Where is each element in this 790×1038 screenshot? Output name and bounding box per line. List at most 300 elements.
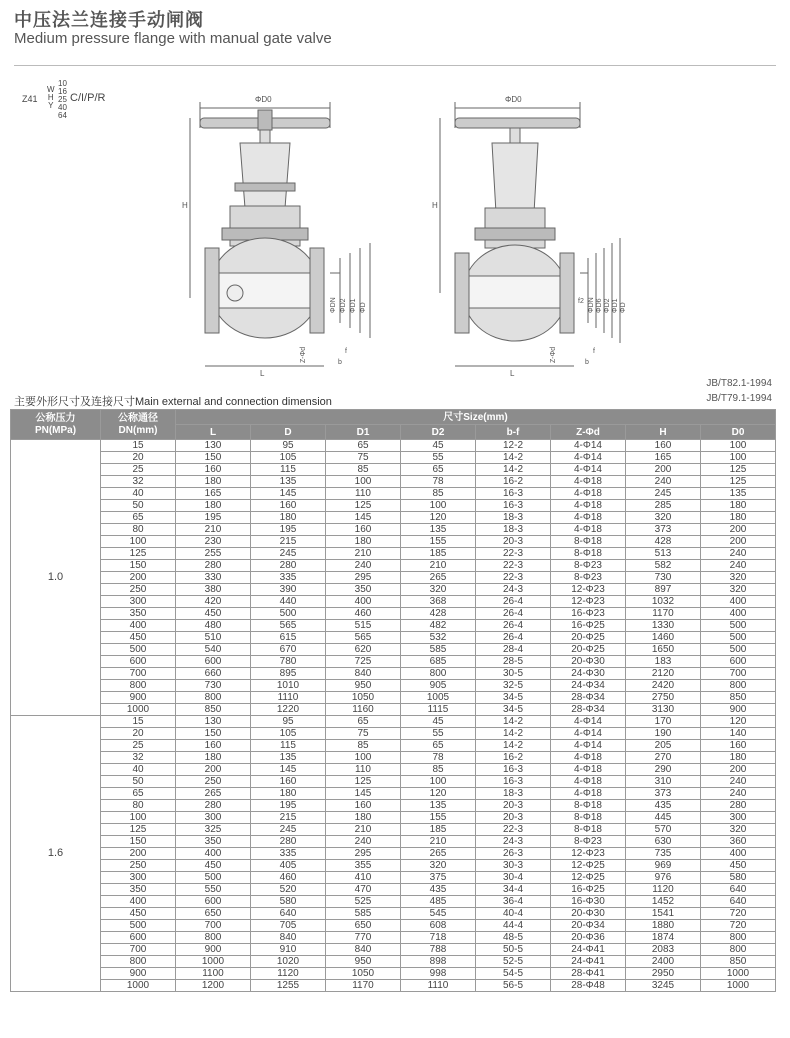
- value-cell: 14-2: [476, 452, 551, 464]
- drive-w: W: [47, 85, 55, 94]
- value-cell: 185: [401, 548, 476, 560]
- value-cell: 800: [701, 944, 776, 956]
- table-row: [11, 812, 776, 824]
- valve-drawing-left: [180, 88, 395, 378]
- value-cell: 160: [326, 800, 401, 812]
- value-cell: 210: [326, 824, 401, 836]
- table-row: [11, 716, 776, 728]
- value-cell: 375: [401, 872, 476, 884]
- value-cell: 145: [251, 488, 326, 500]
- value-cell: 215: [251, 812, 326, 824]
- value-cell: 48-5: [476, 932, 551, 944]
- value-cell: 998: [401, 968, 476, 980]
- value-cell: 180: [251, 788, 326, 800]
- value-cell: 180: [326, 812, 401, 824]
- value-cell: 65: [326, 716, 401, 728]
- table-row: [11, 668, 776, 680]
- value-cell: 8-Φ18: [551, 800, 626, 812]
- value-cell: 280: [251, 836, 326, 848]
- value-cell: 350: [176, 836, 251, 848]
- value-cell: 585: [326, 908, 401, 920]
- table-row: [11, 968, 776, 980]
- value-cell: 1120: [626, 884, 701, 896]
- value-cell: 585: [401, 644, 476, 656]
- value-cell: 200: [701, 764, 776, 776]
- value-cell: 20-Φ25: [551, 644, 626, 656]
- value-cell: 200: [701, 524, 776, 536]
- value-cell: 1020: [251, 956, 326, 968]
- page-title-en: Medium pressure flange with manual gate valve: [14, 30, 332, 47]
- value-cell: 250: [176, 776, 251, 788]
- value-cell: 40-4: [476, 908, 551, 920]
- value-cell: 8-Φ18: [551, 824, 626, 836]
- value-cell: 720: [701, 920, 776, 932]
- value-cell: 180: [176, 476, 251, 488]
- dn-cell: 350: [101, 608, 176, 620]
- value-cell: 280: [176, 800, 251, 812]
- value-cell: 800: [176, 932, 251, 944]
- value-cell: 215: [251, 536, 326, 548]
- subheader-d: D: [251, 425, 326, 440]
- table-row: [11, 536, 776, 548]
- value-cell: 565: [326, 632, 401, 644]
- value-cell: 150: [176, 452, 251, 464]
- value-cell: 280: [701, 800, 776, 812]
- value-cell: 45: [401, 716, 476, 728]
- value-cell: 4-Φ18: [551, 776, 626, 788]
- label-d1: ΦD1: [350, 298, 357, 313]
- value-cell: 16-Φ25: [551, 620, 626, 632]
- value-cell: 240: [701, 560, 776, 572]
- value-cell: 4-Φ18: [551, 488, 626, 500]
- dn-cell: 500: [101, 644, 176, 656]
- dn-cell: 65: [101, 512, 176, 524]
- dn-cell: 200: [101, 572, 176, 584]
- label-l-right: L: [510, 369, 515, 378]
- table-row: [11, 524, 776, 536]
- label-dn-right: ΦDN: [588, 297, 595, 313]
- value-cell: 16-Φ23: [551, 608, 626, 620]
- value-cell: 160: [176, 740, 251, 752]
- table-row: [11, 620, 776, 632]
- value-cell: 400: [701, 596, 776, 608]
- label-d2: ΦD2: [340, 298, 347, 313]
- subheader-d0: D0: [701, 425, 776, 440]
- value-cell: 26-4: [476, 632, 551, 644]
- value-cell: 718: [401, 932, 476, 944]
- value-cell: 515: [326, 620, 401, 632]
- dn-cell: 80: [101, 524, 176, 536]
- value-cell: 34-4: [476, 884, 551, 896]
- value-cell: 540: [176, 644, 251, 656]
- value-cell: 950: [326, 956, 401, 968]
- value-cell: 500: [251, 608, 326, 620]
- value-cell: 183: [626, 656, 701, 668]
- value-cell: 240: [701, 788, 776, 800]
- value-cell: 910: [251, 944, 326, 956]
- value-cell: 4-Φ14: [551, 464, 626, 476]
- table-row: [11, 584, 776, 596]
- value-cell: 300: [176, 812, 251, 824]
- table-row: [11, 944, 776, 956]
- value-cell: 440: [251, 596, 326, 608]
- table-row: [11, 776, 776, 788]
- value-cell: 3130: [626, 704, 701, 716]
- dn-cell: 15: [101, 716, 176, 728]
- value-cell: 265: [401, 572, 476, 584]
- table-row: [11, 908, 776, 920]
- value-cell: 12-Φ23: [551, 584, 626, 596]
- value-cell: 100: [326, 476, 401, 488]
- value-cell: 22-3: [476, 572, 551, 584]
- dn-cell: 50: [101, 776, 176, 788]
- value-cell: 12-Φ23: [551, 848, 626, 860]
- table-row: [11, 692, 776, 704]
- value-cell: 36-4: [476, 896, 551, 908]
- value-cell: 32-5: [476, 680, 551, 692]
- value-cell: 450: [176, 860, 251, 872]
- value-cell: 1460: [626, 632, 701, 644]
- value-cell: 255: [176, 548, 251, 560]
- value-cell: 110: [326, 488, 401, 500]
- value-cell: 125: [326, 500, 401, 512]
- value-cell: 897: [626, 584, 701, 596]
- value-cell: 4-Φ18: [551, 512, 626, 524]
- value-cell: 100: [701, 440, 776, 452]
- value-cell: 532: [401, 632, 476, 644]
- value-cell: 20-Φ30: [551, 656, 626, 668]
- value-cell: 125: [326, 776, 401, 788]
- value-cell: 1000: [701, 968, 776, 980]
- value-cell: 700: [701, 668, 776, 680]
- value-cell: 700: [176, 920, 251, 932]
- value-cell: 16-Φ25: [551, 884, 626, 896]
- value-cell: 355: [326, 860, 401, 872]
- dn-cell: 1000: [101, 980, 176, 992]
- value-cell: 800: [701, 932, 776, 944]
- value-cell: 95: [251, 716, 326, 728]
- value-cell: 325: [176, 824, 251, 836]
- value-cell: 160: [251, 776, 326, 788]
- value-cell: 4-Φ14: [551, 440, 626, 452]
- value-cell: 26-4: [476, 620, 551, 632]
- value-cell: 8-Φ18: [551, 812, 626, 824]
- dn-cell: 350: [101, 884, 176, 896]
- label-h-right: H: [432, 201, 438, 210]
- value-cell: 130: [176, 716, 251, 728]
- value-cell: 460: [326, 608, 401, 620]
- label-f-right: f: [593, 348, 595, 355]
- value-cell: 1200: [176, 980, 251, 992]
- value-cell: 390: [251, 584, 326, 596]
- value-cell: 20-3: [476, 812, 551, 824]
- dn-cell: 900: [101, 692, 176, 704]
- subheader-l: L: [176, 425, 251, 440]
- dn-cell: 50: [101, 500, 176, 512]
- value-cell: 1050: [326, 692, 401, 704]
- value-cell: 12-Φ23: [551, 596, 626, 608]
- value-cell: 245: [251, 548, 326, 560]
- value-cell: 898: [401, 956, 476, 968]
- value-cell: 510: [176, 632, 251, 644]
- value-cell: 280: [251, 560, 326, 572]
- label-d6: ΦD6: [596, 298, 603, 313]
- value-cell: 1170: [326, 980, 401, 992]
- value-cell: 1050: [326, 968, 401, 980]
- value-cell: 1160: [326, 704, 401, 716]
- value-cell: 26-4: [476, 608, 551, 620]
- table-row: [11, 644, 776, 656]
- value-cell: 1120: [251, 968, 326, 980]
- value-cell: 565: [251, 620, 326, 632]
- value-cell: 14-2: [476, 740, 551, 752]
- table-row: [11, 752, 776, 764]
- value-cell: 360: [701, 836, 776, 848]
- value-cell: 630: [626, 836, 701, 848]
- value-cell: 85: [326, 740, 401, 752]
- value-cell: 4-Φ18: [551, 524, 626, 536]
- value-cell: 3245: [626, 980, 701, 992]
- value-cell: 640: [701, 884, 776, 896]
- value-cell: 30-4: [476, 872, 551, 884]
- label-f2: f2: [578, 298, 584, 305]
- dn-cell: 250: [101, 584, 176, 596]
- value-cell: 950: [326, 680, 401, 692]
- value-cell: 85: [401, 488, 476, 500]
- value-cell: 160: [326, 524, 401, 536]
- value-cell: 245: [251, 824, 326, 836]
- dn-cell: 20: [101, 452, 176, 464]
- value-cell: 240: [701, 776, 776, 788]
- value-cell: 1220: [251, 704, 326, 716]
- value-cell: 135: [401, 524, 476, 536]
- value-cell: 45: [401, 440, 476, 452]
- table-row: [11, 704, 776, 716]
- value-cell: 335: [251, 848, 326, 860]
- value-cell: 78: [401, 752, 476, 764]
- value-cell: 180: [326, 536, 401, 548]
- value-cell: 4-Φ18: [551, 752, 626, 764]
- value-cell: 135: [251, 476, 326, 488]
- value-cell: 1100: [176, 968, 251, 980]
- table-row: [11, 452, 776, 464]
- value-cell: 30-5: [476, 668, 551, 680]
- label-d0-right: ΦD0: [505, 95, 522, 104]
- value-cell: 295: [326, 848, 401, 860]
- value-cell: 320: [626, 512, 701, 524]
- value-cell: 428: [401, 608, 476, 620]
- value-cell: 180: [176, 752, 251, 764]
- value-cell: 290: [626, 764, 701, 776]
- value-cell: 900: [701, 704, 776, 716]
- dn-cell: 450: [101, 632, 176, 644]
- table-row: [11, 440, 776, 452]
- value-cell: 705: [251, 920, 326, 932]
- value-cell: 180: [701, 512, 776, 524]
- value-cell: 1010: [251, 680, 326, 692]
- dn-cell: 400: [101, 896, 176, 908]
- subheader-h: H: [626, 425, 701, 440]
- dn-cell: 150: [101, 560, 176, 572]
- value-cell: 120: [401, 788, 476, 800]
- value-cell: 20-Φ36: [551, 932, 626, 944]
- table-row: [11, 788, 776, 800]
- dn-cell: 125: [101, 548, 176, 560]
- value-cell: 445: [626, 812, 701, 824]
- value-cell: 115: [251, 740, 326, 752]
- table-row: [11, 596, 776, 608]
- value-cell: 230: [176, 536, 251, 548]
- table-row: [11, 560, 776, 572]
- value-cell: 780: [251, 656, 326, 668]
- value-cell: 300: [701, 812, 776, 824]
- drive-y: Y: [48, 101, 54, 110]
- value-cell: 450: [701, 860, 776, 872]
- value-cell: 800: [701, 680, 776, 692]
- value-cell: 1880: [626, 920, 701, 932]
- label-d0: ΦD0: [255, 95, 272, 104]
- value-cell: 4-Φ14: [551, 452, 626, 464]
- value-cell: 285: [626, 500, 701, 512]
- value-cell: 640: [251, 908, 326, 920]
- value-cell: 4-Φ18: [551, 788, 626, 800]
- model-pressure-stack: [58, 80, 67, 120]
- value-cell: 210: [401, 560, 476, 572]
- value-cell: 22-3: [476, 824, 551, 836]
- value-cell: 200: [626, 464, 701, 476]
- value-cell: 8-Φ18: [551, 548, 626, 560]
- value-cell: 20-Φ25: [551, 632, 626, 644]
- value-cell: 110: [326, 764, 401, 776]
- value-cell: 500: [701, 644, 776, 656]
- value-cell: 8-Φ23: [551, 572, 626, 584]
- value-cell: 1452: [626, 896, 701, 908]
- value-cell: 75: [326, 452, 401, 464]
- value-cell: 685: [401, 656, 476, 668]
- value-cell: 1650: [626, 644, 701, 656]
- subheader-d1: D1: [326, 425, 401, 440]
- value-cell: 125: [701, 464, 776, 476]
- dn-cell: 25: [101, 740, 176, 752]
- value-cell: 24-Φ41: [551, 956, 626, 968]
- value-cell: 28-Φ34: [551, 704, 626, 716]
- value-cell: 8-Φ18: [551, 536, 626, 548]
- value-cell: 640: [701, 896, 776, 908]
- value-cell: 18-3: [476, 524, 551, 536]
- value-cell: 400: [701, 608, 776, 620]
- value-cell: 735: [626, 848, 701, 860]
- value-cell: 160: [251, 500, 326, 512]
- value-cell: 513: [626, 548, 701, 560]
- value-cell: 400: [326, 596, 401, 608]
- value-cell: 500: [176, 872, 251, 884]
- value-cell: 545: [401, 908, 476, 920]
- dn-cell: 100: [101, 536, 176, 548]
- label-zd-right: Z-Φd: [550, 346, 557, 363]
- value-cell: 205: [626, 740, 701, 752]
- dn-cell: 1000: [101, 704, 176, 716]
- dn-cell: 600: [101, 932, 176, 944]
- value-cell: 190: [626, 728, 701, 740]
- value-cell: 280: [176, 560, 251, 572]
- dn-cell: 900: [101, 968, 176, 980]
- value-cell: 582: [626, 560, 701, 572]
- value-cell: 400: [176, 848, 251, 860]
- value-cell: 350: [326, 584, 401, 596]
- value-cell: 20-Φ34: [551, 920, 626, 932]
- value-cell: 100: [401, 500, 476, 512]
- value-cell: 608: [401, 920, 476, 932]
- table-row: [11, 476, 776, 488]
- value-cell: 210: [176, 524, 251, 536]
- table-row: [11, 512, 776, 524]
- value-cell: 120: [701, 716, 776, 728]
- value-cell: 65: [326, 440, 401, 452]
- table-row: [11, 608, 776, 620]
- value-cell: 500: [701, 620, 776, 632]
- value-cell: 16-2: [476, 752, 551, 764]
- label-l: L: [260, 369, 265, 378]
- value-cell: 8-Φ23: [551, 560, 626, 572]
- value-cell: 24-Φ34: [551, 680, 626, 692]
- pn-cell: 1.6: [11, 716, 101, 992]
- value-cell: 840: [251, 932, 326, 944]
- value-cell: 145: [326, 788, 401, 800]
- value-cell: 850: [701, 956, 776, 968]
- label-d1-right: ΦD1: [612, 298, 619, 313]
- value-cell: 55: [401, 452, 476, 464]
- value-cell: 54-5: [476, 968, 551, 980]
- value-cell: 20-Φ30: [551, 908, 626, 920]
- value-cell: 65: [401, 464, 476, 476]
- table-row: [11, 860, 776, 872]
- value-cell: 450: [176, 608, 251, 620]
- pressure-64: 64: [58, 111, 67, 120]
- value-cell: 125: [701, 476, 776, 488]
- section-title: 主要外形尺寸及连接尺寸Main external and connection dimension: [14, 396, 332, 408]
- value-cell: 600: [701, 656, 776, 668]
- value-cell: 50-5: [476, 944, 551, 956]
- value-cell: 600: [176, 896, 251, 908]
- value-cell: 22-3: [476, 548, 551, 560]
- header-dn: 公称通径 DN(mm): [101, 410, 176, 440]
- label-d: ΦD: [360, 302, 367, 313]
- value-cell: 28-5: [476, 656, 551, 668]
- value-cell: 12-2: [476, 440, 551, 452]
- value-cell: 195: [176, 512, 251, 524]
- value-cell: 26-4: [476, 596, 551, 608]
- dn-cell: 250: [101, 860, 176, 872]
- label-b-right: b: [585, 359, 589, 366]
- value-cell: 1541: [626, 908, 701, 920]
- model-suffix: C/I/P/R: [70, 92, 106, 104]
- value-cell: 18-3: [476, 512, 551, 524]
- value-cell: 1000: [176, 956, 251, 968]
- title-divider: [14, 65, 776, 66]
- value-cell: 14-2: [476, 464, 551, 476]
- value-cell: 4-Φ14: [551, 716, 626, 728]
- value-cell: 240: [626, 476, 701, 488]
- value-cell: 1110: [401, 980, 476, 992]
- value-cell: 100: [701, 452, 776, 464]
- value-cell: 105: [251, 452, 326, 464]
- dn-cell: 800: [101, 956, 176, 968]
- dn-cell: 700: [101, 944, 176, 956]
- value-cell: 135: [701, 488, 776, 500]
- value-cell: 34-5: [476, 704, 551, 716]
- value-cell: 14-2: [476, 716, 551, 728]
- value-cell: 34-5: [476, 692, 551, 704]
